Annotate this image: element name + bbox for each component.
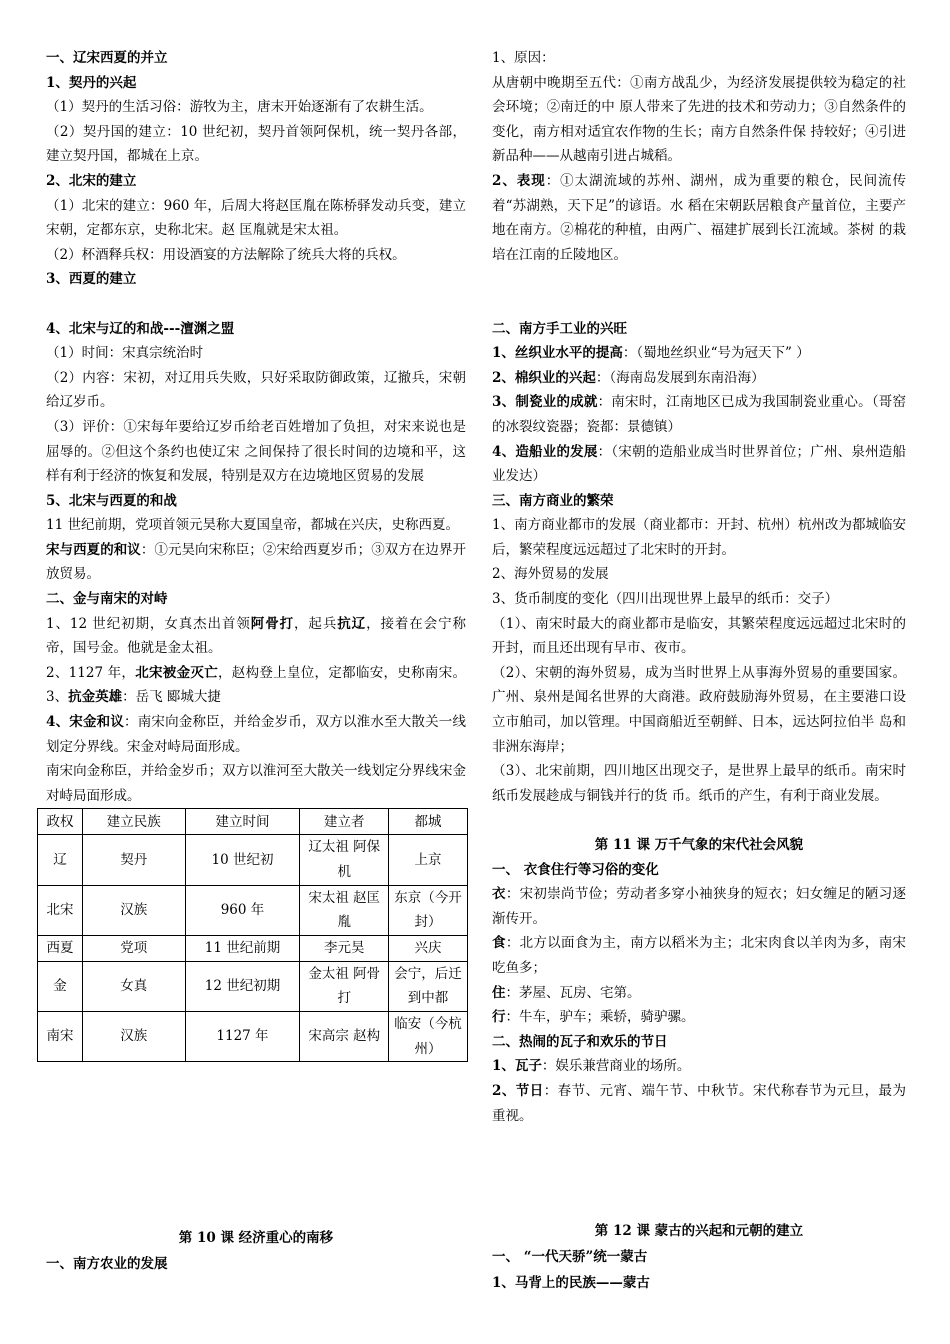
paragraph — [46, 538, 466, 587]
text-run: ：北方以面食为主，南方以稻米为主；北宋肉食以羊肉为多，南宋吃鱼多； — [492, 935, 907, 976]
bold-term: 住 — [492, 984, 506, 1001]
paragraph — [46, 661, 466, 710]
table-cell: 党项 — [82, 935, 185, 961]
lesson-title: 第 10 课 经济重心的南移 — [178, 1230, 334, 1246]
table-cell: 960 年 — [185, 885, 300, 935]
table-row — [38, 835, 468, 885]
paragraph: 南宋向金称臣，并给金岁币；双方以淮河至大散关一线划定分界线宋金对峙局面形成。 — [46, 763, 466, 804]
subsection-heading: 2、北宋的建立 — [46, 172, 137, 189]
table-cell: 上京 — [389, 835, 468, 885]
bold-term: 抗辽 — [337, 615, 367, 632]
paragraph: 从唐朝中晚期至五代：①南方战乱少，为经济发展提供较为稳定的社会环境；②南迁的中 原人带来了先进的技术和劳动力；③自然条件的变化，南方相对适宜农作物的生长；南方自然条件保 持较好；④引进新品种——从越南引进占城稻。 — [492, 74, 906, 165]
paragraph: （2）契丹国的建立：10 世纪初，契丹首领阿保机，统一契丹各部，建立契丹国，都城在上京。 — [46, 123, 466, 165]
text-run: ：娱乐兼营商业的场所。 — [541, 1058, 691, 1075]
table-cell: 辽太祖 阿保机 — [300, 835, 389, 885]
bold-term: 宋与西夏的和议 — [46, 541, 141, 558]
table-header-cell: 建立者 — [300, 809, 389, 835]
lesson-title: 第 12 课 蒙古的兴起和元朝的建立 — [594, 1223, 804, 1239]
lesson-title: 第 11 课 万千气象的宋代社会风貌 — [594, 837, 804, 853]
text-run: ：①太湖流域的苏州、湖州，成为重要的粮仓，民间流传着“苏湖熟，天下足”的谚语。水 稻在宋朝跃居粮食产量首位，主要产地在南方。②棉花的种植，由两广、福建扩展到长江流域。茶树 的栽培在江南的丘陵地区。 — [492, 172, 906, 263]
table-cell: 辽 — [38, 835, 83, 885]
table-cell: 1127 年 — [185, 1011, 300, 1061]
table-cell: 12 世纪初期 — [185, 961, 300, 1011]
paragraph: （1）契丹的生活习俗：游牧为主，唐末开始逐渐有了农耕生活。 — [46, 99, 433, 116]
table-cell: 西夏 — [38, 935, 83, 961]
paragraph: （1）北宋的建立：960 年，后周大将赵匡胤在陈桥驿发动兵变，建立宋朝，定都东京，史称北宋。赵 匡胤就是宋太祖。 — [46, 197, 466, 239]
table-cell: 金 — [38, 961, 83, 1011]
table-cell: 临安（今杭州） — [389, 1011, 468, 1061]
table-cell: 东京（今开封） — [389, 885, 468, 935]
paragraph: 2、海外贸易的发展 — [492, 566, 609, 583]
text-run: ：宋初崇尚节俭；劳动者多穿小袖狭身的短衣；妇女缠足的陋习逐渐传开。 — [492, 886, 907, 927]
subsection-heading: 3、西夏的建立 — [46, 271, 137, 288]
text-run: ：牛车，驴车；乘轿，骑驴骡。 — [505, 1009, 695, 1026]
text-run: ：（蜀地丝织业“号为冠天下” ） — [622, 345, 810, 362]
bold-term: 2、节日 — [492, 1082, 544, 1099]
text-run: ：岳飞 郾城大捷 — [122, 689, 221, 706]
table-cell: 11 世纪前期 — [185, 935, 300, 961]
table-row — [38, 935, 468, 961]
paragraph: （1）时间：宋真宗统治时 — [46, 345, 204, 362]
text-run: ，赵构登上皇位，定都临安，史称南宋。3、 — [46, 664, 467, 706]
paragraph — [492, 366, 906, 391]
spacer — [492, 267, 906, 292]
spacer — [492, 292, 906, 317]
paragraph — [492, 882, 906, 931]
section-heading: 一、 衣食住行等习俗的变化 — [492, 861, 659, 878]
table-cell: 北宋 — [38, 885, 83, 935]
paragraph: （3）评价：①宋每年要给辽岁币给老百姓增加了负担，对宋来说也是屈辱的。②但这个条约也使辽宋 之间保持了很长时间的边境和平，这样有利于经济的恢复和发展，特别是双方在边境地区贸易的发展 — [46, 418, 466, 485]
section-heading: 二、南方手工业的兴旺 — [492, 320, 627, 337]
section-heading: 二、金与南宋的对峙 — [46, 591, 168, 608]
paragraph — [492, 981, 906, 1006]
subsection-heading: 4、北宋与辽的和战---澶渊之盟 — [46, 320, 235, 337]
spacer — [46, 292, 466, 317]
right-column — [492, 46, 906, 1128]
bold-term: 2、棉织业的兴起 — [492, 369, 596, 386]
text-run: ：①元昊向宋称臣；②宋给西夏岁币；③双方在边界开放贸易。 — [46, 541, 467, 583]
paragraph: （1）、南宋时最大的商业都市是临安，其繁荣程度远远超过北宋时的开封，而且还出现有早市、夜市。 — [492, 615, 906, 657]
text-run: ，接着在会宁称帝，国号金。他就是金太祖。 — [46, 615, 467, 657]
text-run: ：春节、元宵、端午节、中秋节。宋代称春节为元旦，最为重视。 — [492, 1082, 906, 1124]
bold-term: 食 — [492, 935, 506, 952]
bold-term: 阿骨打 — [250, 615, 295, 632]
section-heading: 三、南方商业的繁荣 — [492, 492, 614, 509]
bold-term: 4、造船业的发展 — [492, 443, 598, 460]
paragraph — [492, 931, 906, 980]
paragraph — [492, 1079, 906, 1128]
text-run: ：茅屋、瓦房、宅第。 — [505, 984, 641, 1001]
text-run: ：（海南岛发展到东南沿海） — [595, 369, 765, 386]
table-header-cell: 建立时间 — [185, 809, 300, 835]
paragraph: 11 世纪前期，党项首领元昊称大夏国皇帝，都城在兴庆，史称西夏。 — [46, 517, 459, 534]
paragraph: （2）杯酒释兵权：用设酒宴的方法解除了统兵大将的兵权。 — [46, 246, 406, 263]
table-cell: 汉族 — [82, 885, 185, 935]
bold-term: 3、制瓷业的成就 — [492, 394, 598, 411]
table-header-cell: 建立民族 — [82, 809, 185, 835]
table-header-cell: 都城 — [389, 809, 468, 835]
paragraph: 1、原因： — [492, 50, 555, 66]
bold-term: 衣 — [492, 886, 506, 903]
lesson10-block — [46, 1225, 466, 1277]
paragraph — [46, 710, 466, 759]
section-heading: 一、南方农业的发展 — [46, 1256, 168, 1272]
table-header-cell: 政权 — [38, 809, 83, 835]
table-cell: 汉族 — [82, 1011, 185, 1061]
bold-term: 2、表现 — [492, 172, 546, 189]
text-run: ：南宋时，江南地区已成为我国制瓷业重心。（哥窑的冰裂纹瓷器；瓷都：景德镇） — [492, 394, 906, 435]
text-run: ：南宋向金称臣，并给金岁币，双方以淮水至大散关一线划定分界线。宋金对峙局面形成。 — [46, 714, 466, 755]
bold-term: 1、瓦子 — [492, 1058, 542, 1075]
paragraph: 1、南方商业都市的发展（商业都市：开封、杭州）杭州改为都城临安后，繁荣程度远远超过了北宋时的开封。 — [492, 517, 906, 558]
table-cell: 宋高宗 赵构 — [300, 1011, 389, 1061]
paragraph — [492, 1005, 906, 1030]
spacer — [492, 808, 906, 833]
paragraph: （2）、宋朝的海外贸易，成为当时世界上从事海外贸易的重要国家。广州、泉州是闻名世界的大商港。政府鼓励海外贸易，在主要港口设立市舶司，加以管理。中国商船近至朝鲜、日本，远达阿拉伯半 岛和非洲东海岸； — [492, 664, 906, 755]
table-cell: 契丹 — [82, 835, 185, 885]
table-cell: 兴庆 — [389, 935, 468, 961]
paragraph — [492, 390, 906, 439]
text-run: ：（宋朝的造船业成当时世界首位；广州、泉州造船业发达） — [492, 443, 906, 485]
text-run: ，起兵 — [294, 615, 338, 632]
bold-term: 北宋被金灭亡 — [135, 664, 218, 681]
text-run: 2、1127 年， — [46, 664, 136, 681]
table-cell: 南宋 — [38, 1011, 83, 1061]
bold-term: 抗金英雄 — [68, 689, 123, 706]
section-heading: 一、辽宋西夏的并立 — [46, 50, 168, 66]
bold-term: 行 — [492, 1009, 506, 1026]
subsection-heading: 1、马背上的民族——蒙古 — [492, 1275, 650, 1291]
table-header-row — [38, 809, 468, 835]
table-cell: 会宁，后迁到中都 — [389, 961, 468, 1011]
section-heading: 二、热闹的瓦子和欢乐的节日 — [492, 1033, 668, 1050]
subsection-heading: 5、北宋与西夏的和战 — [46, 492, 177, 509]
table-row — [38, 1011, 468, 1061]
paragraph: 3、货币制度的变化（四川出现世界上最早的纸币：交子） — [492, 591, 839, 608]
table-cell: 李元昊 — [300, 935, 389, 961]
paragraph — [492, 341, 906, 366]
paragraph — [46, 612, 466, 661]
table-cell: 金太祖 阿骨打 — [300, 961, 389, 1011]
table-row — [38, 885, 468, 935]
table-cell: 宋太祖 赵匡胤 — [300, 885, 389, 935]
bold-term: 4、宋金和议 — [46, 714, 125, 731]
section-heading: 一、 “一代天骄”统一蒙古 — [492, 1249, 648, 1265]
left-column — [46, 46, 466, 1062]
paragraph: （2）内容：宋初，对辽用兵失败，只好采取防御政策，辽撤兵，宋朝给辽岁币。 — [46, 369, 466, 411]
regimes-table — [37, 808, 468, 1062]
paragraph — [492, 1054, 906, 1079]
text-run: 1、12 世纪初期，女真杰出首领 — [46, 615, 251, 632]
table-row — [38, 961, 468, 1011]
bold-term: 1、丝织业水平的提高 — [492, 345, 623, 362]
table-cell: 10 世纪初 — [185, 835, 300, 885]
paragraph: （3）、北宋前期，四川地区出现交子，是世界上最早的纸币。南宋时纸币发展趁成与铜钱并行的货 币。纸币的产生，有利于商业发展。 — [492, 763, 906, 804]
lesson12-block — [492, 1218, 906, 1296]
subsection-heading: 1、契丹的兴起 — [46, 74, 137, 91]
paragraph — [492, 440, 906, 489]
table-cell: 女真 — [82, 961, 185, 1011]
paragraph — [492, 169, 906, 267]
